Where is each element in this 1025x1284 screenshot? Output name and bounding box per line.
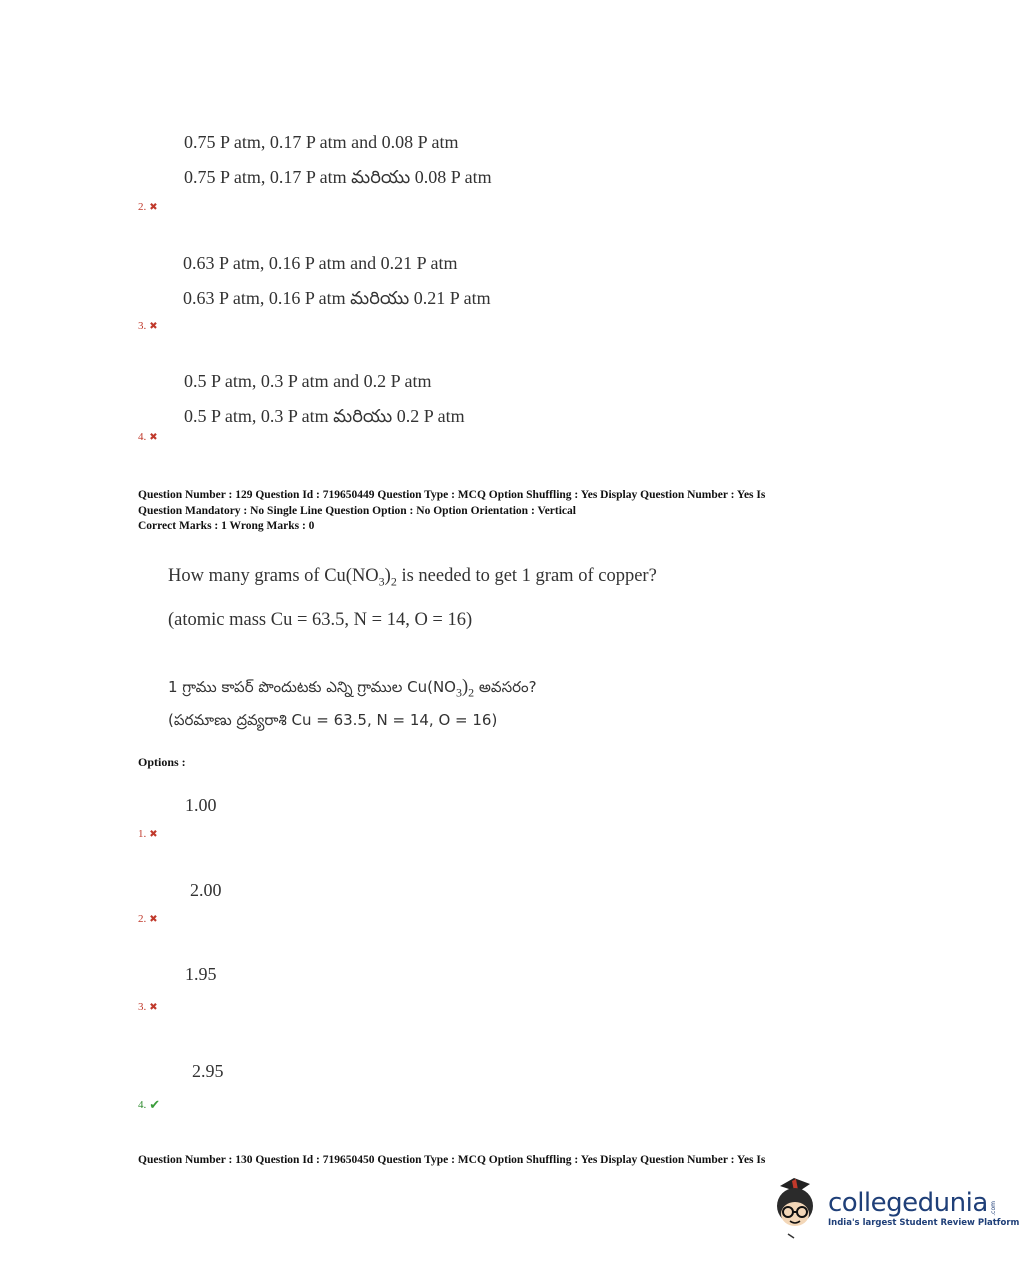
question-text-en: How many grams of $Cu(NO_3)_2$ is needed to get 1 gram of copper? [168,566,657,589]
collegedunia-logo [768,1178,1019,1240]
wrong-mark-icon: ✖ [149,828,158,840]
question-129-meta [138,488,765,535]
option-1-number: 1. ✖ [138,828,158,840]
question-subtext-en: (atomic mass Cu = 63.5, N = 14, O = 16) [168,610,473,630]
option-1-value: 1.00 [185,795,217,815]
option-2-value: 2.00 [190,880,222,900]
question-text-te: 1 గ్రాము కాపర్ పొందుటకు ఎన్ని గ్రాముల $Cu(NO_3)_2$ అవసరం? [168,677,537,700]
wrong-mark-icon: ✖ [149,1001,158,1013]
prev-option-1-en: 0.75 P atm, 0.17 P atm and 0.08 P atm [184,132,459,152]
prev-option-3-number: 3. ✖ [138,320,158,332]
brand-domain: .com [989,1201,997,1216]
wrong-mark-icon: ✖ [149,431,158,443]
prev-option-1-te: 0.75 P atm, 0.17 P atm మరియు 0.08 P atm [184,167,492,187]
prev-option-2-te: 0.63 P atm, 0.16 P atm మరియు 0.21 P atm [183,288,491,308]
wrong-mark-icon: ✖ [149,913,158,925]
option-3-number: 3. ✖ [138,1001,158,1013]
wrong-mark-icon: ✖ [149,201,158,213]
question-subtext-te: (పరమాణు ద్రవ్యరాశి Cu = 63.5, N = 14, O = 16) [168,711,498,729]
option-4-number: 4. ✔ [138,1097,161,1112]
prev-option-3-en: 0.5 P atm, 0.3 P atm and 0.2 P atm [184,371,432,391]
option-2-number: 2. ✖ [138,913,158,925]
meta-line-2: Question Mandatory : No Single Line Question Option : No Option Orientation : Vertical [138,504,576,517]
option-3-value: 1.95 [185,964,217,984]
wrong-mark-icon: ✖ [149,320,158,332]
correct-check-icon: ✔ [149,1097,161,1112]
question-130-meta: Question Number : 130 Question Id : 719650450 Question Type : MCQ Option Shuffling : Yes Display Question Number : Yes Is [138,1154,766,1166]
brand-name: collegedunia [828,1188,988,1218]
brand-text [828,1190,1019,1228]
prev-option-4-number: 4. ✖ [138,431,158,443]
mascot-icon [768,1178,822,1240]
options-label: Options : [138,755,186,769]
prev-option-3-te: 0.5 P atm, 0.3 P atm మరియు 0.2 P atm [184,406,465,426]
prev-option-2-en: 0.63 P atm, 0.16 P atm and 0.21 P atm [183,253,458,273]
meta-line-1: Question Number : 129 Question Id : 719650449 Question Type : MCQ Option Shuffling : Yes Display Question Number : Yes Is [138,489,766,501]
meta-line-3: Correct Marks : 1 Wrong Marks : 0 [138,520,315,532]
prev-option-2-number: 2. ✖ [138,201,158,213]
brand-tagline: India's largest Student Review Platform [828,1218,1020,1228]
option-4-value: 2.95 [192,1061,224,1081]
